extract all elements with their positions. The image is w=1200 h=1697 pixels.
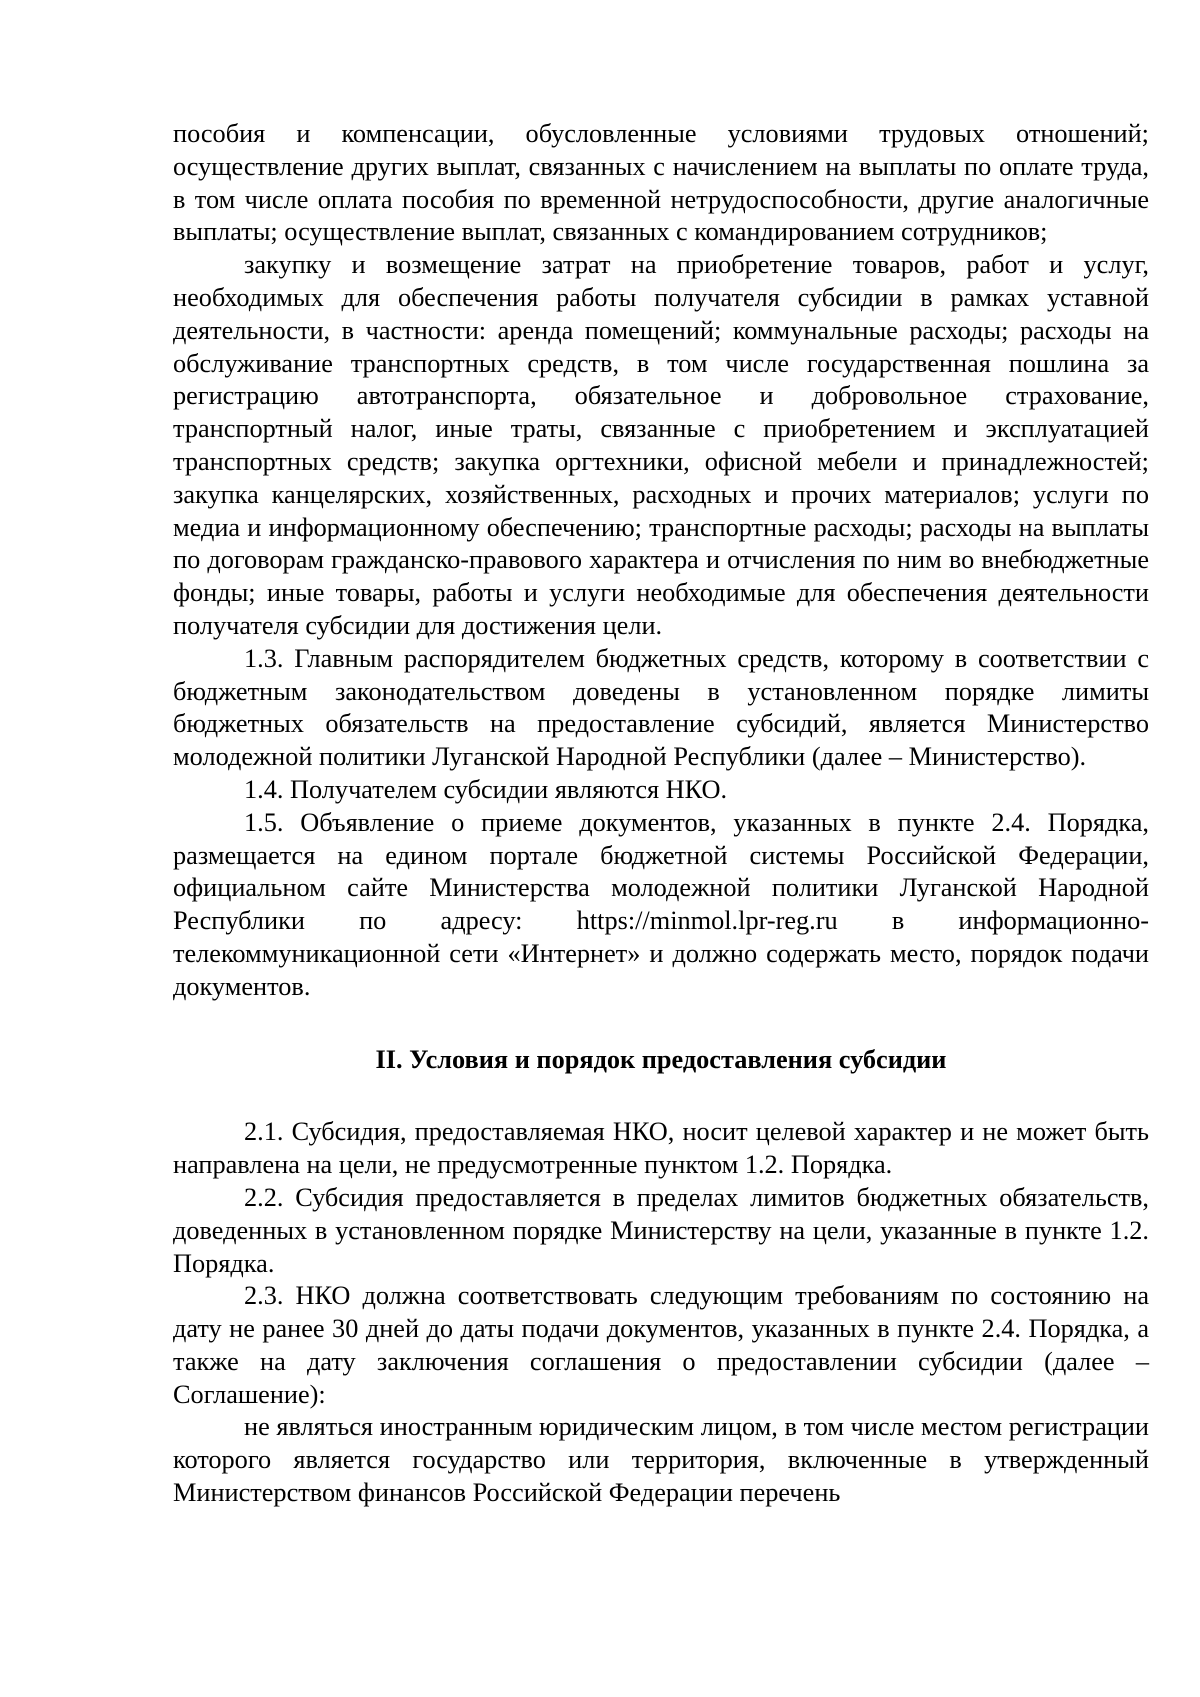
paragraph-2-2: 2.2. Субсидия предоставляется в пределах лимитов бюджетных обязательств, доведенных в установленном порядке Министерству на цели, указанные в пункте 1.2. Порядка. (173, 1182, 1149, 1278)
paragraph-1-3: 1.3. Главным распорядителем бюджетных средств, которому в соответствии с бюджетным законодательством доведены в установленном порядке лимиты бюджетных обязательств на предоставление субсидий, является Министерство молодежной политики Луганской Народной Республики (далее – Министерство). (173, 643, 1149, 772)
section-heading: II. Условия и порядок предоставления субсидии (375, 1044, 947, 1074)
paragraph-1-5: 1.5. Объявление о приеме документов, указанных в пункте 2.4. Порядка, размещается на едином портале бюджетной системы Российской Федерации, официальном сайте Министерства молодежной политики Луганской Народной Республики по адресу: https://minmol.lpr-reg.ru в информационно-телекоммуникационной сети «Интернет» и должно содержать место, порядок подачи документов. (173, 807, 1149, 1001)
document-page (173, 118, 1149, 1510)
paragraph-2-3: 2.3. НКО должна соответствовать следующим требованиям по состоянию на дату не ранее 30 дней до даты подачи документов, указанных в пункте 2.4. Порядка, а также на дату заключения соглашения о предоставлении субсидии (далее – Соглашение): (173, 1281, 1149, 1409)
paragraph-requirement: не являться иностранным юридическим лицом, в том числе местом регистрации которого является государство или территория, включенные в утвержденный Министерством финансов Российской Федерации перечень (173, 1412, 1149, 1508)
paragraph-benefits: пособия и компенсации, обусловленные условиями трудовых отношений; осуществление других выплат, связанных с начислением на выплаты по оплате труда, в том числе оплата пособия по временной нетрудоспособности, другие аналогичные выплаты; осуществление выплат, связанных с командированием сотрудников; (173, 119, 1149, 247)
paragraph-purchases: закупку и возмещение затрат на приобретение товаров, работ и услуг, необходимых для обеспечения работы получателя субсидии в рамках уставной деятельности, в частности: аренда помещений; коммунальные расходы; расходы на обслуживание транспортных средств, в том числе государственная пошлина за регистрацию автотранспорта, обязательное и добровольное страхование, транспортный налог, иные траты, связанные с приобретением и эксплуатацией транспортных средств; закупка оргтехники, офисной мебели и принадлежностей; закупка канцелярских, хозяйственных, расходных и прочих материалов; услуги по медиа и информационному обеспечению; транспортные расходы; расходы на выплаты по договорам гражданско-правового характера и отчисления по ним во внебюджетные фонды; иные товары, работы и услуги необходимые для обеспечения деятельности получателя субсидии для достижения цели. (173, 250, 1149, 640)
paragraph-2-1: 2.1. Субсидия, предоставляемая НКО, носит целевой характер и не может быть направлена на цели, не предусмотренные пунктом 1.2. Порядка. (173, 1117, 1149, 1180)
paragraph-1-4: 1.4. Получателем субсидии являются НКО. (244, 774, 728, 804)
